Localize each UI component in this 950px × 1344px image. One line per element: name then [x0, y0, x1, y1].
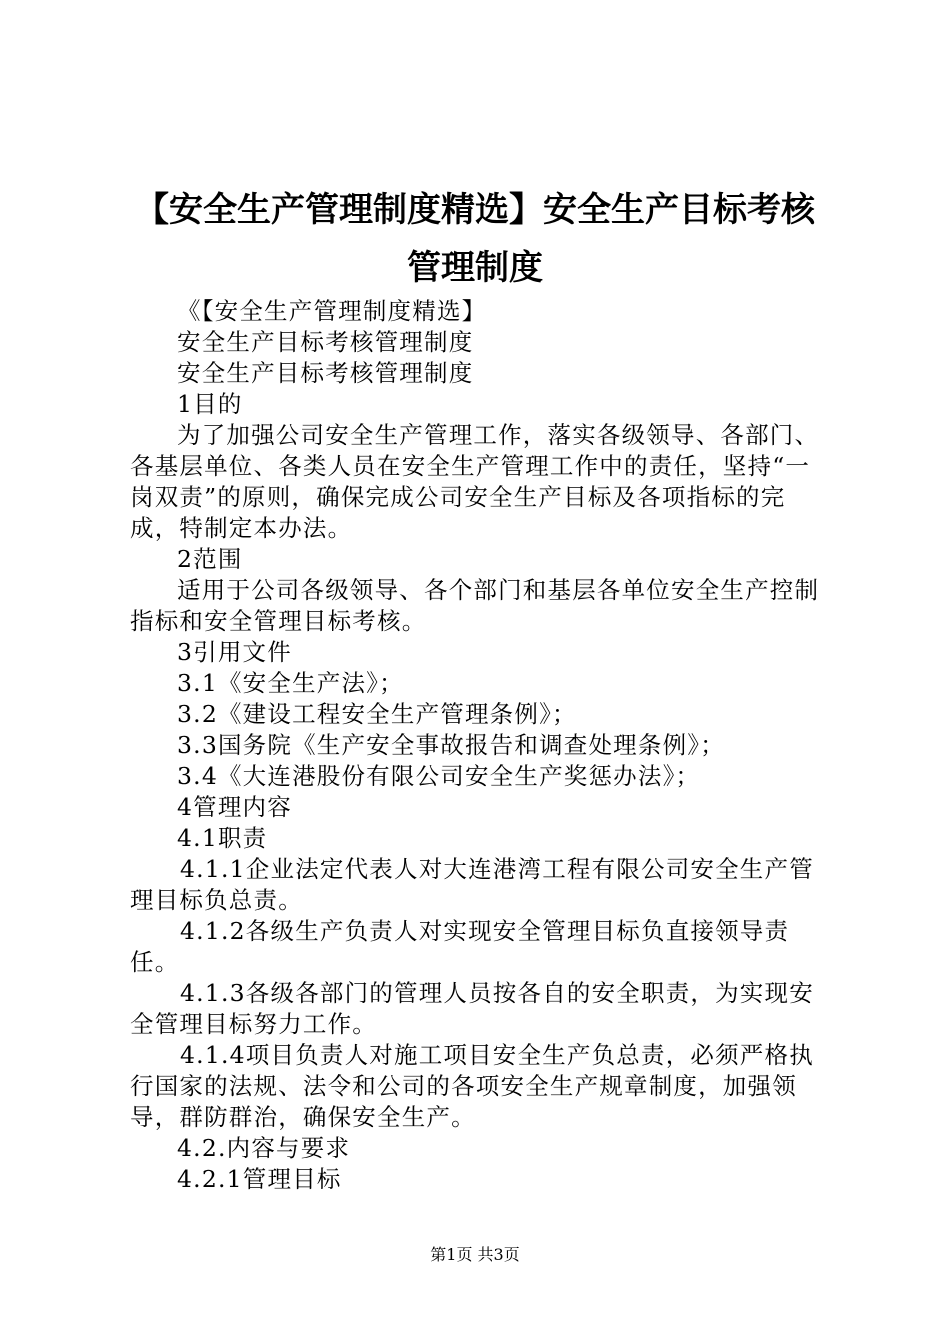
document-body	[130, 296, 830, 1195]
list-item: 3.4《大连港股份有限公司安全生产奖惩办法》；	[177, 762, 701, 790]
subsection-heading: 4.2.1管理目标	[177, 1165, 342, 1193]
list-item: 3.3国务院《生产安全事故报告和调查处理条例》；	[177, 731, 725, 759]
subsection-heading: 4.1职责	[177, 824, 268, 852]
paragraph: 为了加强公司安全生产管理工作，落实各级领导、各部门、各基层单位、各类人员在安全生产管理工作中的责任，坚持“一岗双责”的原则，确保完成公司安全生产目标及各项指标的完成，特制定本办法。	[130, 421, 820, 542]
page-footer: 第1页 共3页	[430, 1245, 520, 1264]
list-item: 3.2《建设工程安全生产管理条例》；	[177, 700, 577, 728]
paragraph: 适用于公司各级领导、各个部门和基层各单位安全生产控制指标和安全管理目标考核。	[130, 576, 820, 635]
paragraph: 安全生产目标考核管理制度	[177, 328, 474, 356]
section-heading: 3引用文件	[177, 638, 292, 666]
paragraph: 安全生产目标考核管理制度	[177, 359, 474, 387]
paragraph: 4.1.3各级各部门的管理人员按各自的安全职责，为实现安全管理目标努力工作。	[130, 979, 814, 1038]
section-heading: 2范围	[177, 545, 243, 573]
subsection-heading: 4.2.内容与要求	[177, 1134, 351, 1162]
paragraph: 4.1.4项目负责人对施工项目安全生产负总责，必须严格执行国家的法规、法令和公司的各项安全生产规章制度，加强领导，群防群治，确保安全生产。	[130, 1041, 814, 1131]
document-title-line2: 管理制度	[407, 248, 543, 288]
section-heading: 1目的	[177, 390, 243, 418]
paragraph: 4.1.2各级生产负责人对实现安全管理目标负直接领导责任。	[130, 917, 790, 976]
paragraph: 4.1.1企业法定代表人对大连港湾工程有限公司安全生产管理目标负总责。	[130, 855, 814, 914]
document-title-line1: 【安全生产管理制度精选】安全生产目标考核	[135, 190, 815, 230]
section-heading: 4管理内容	[177, 793, 292, 821]
list-item: 3.1《安全生产法》；	[177, 669, 404, 697]
paragraph: 《【安全生产管理制度精选】	[177, 297, 487, 325]
